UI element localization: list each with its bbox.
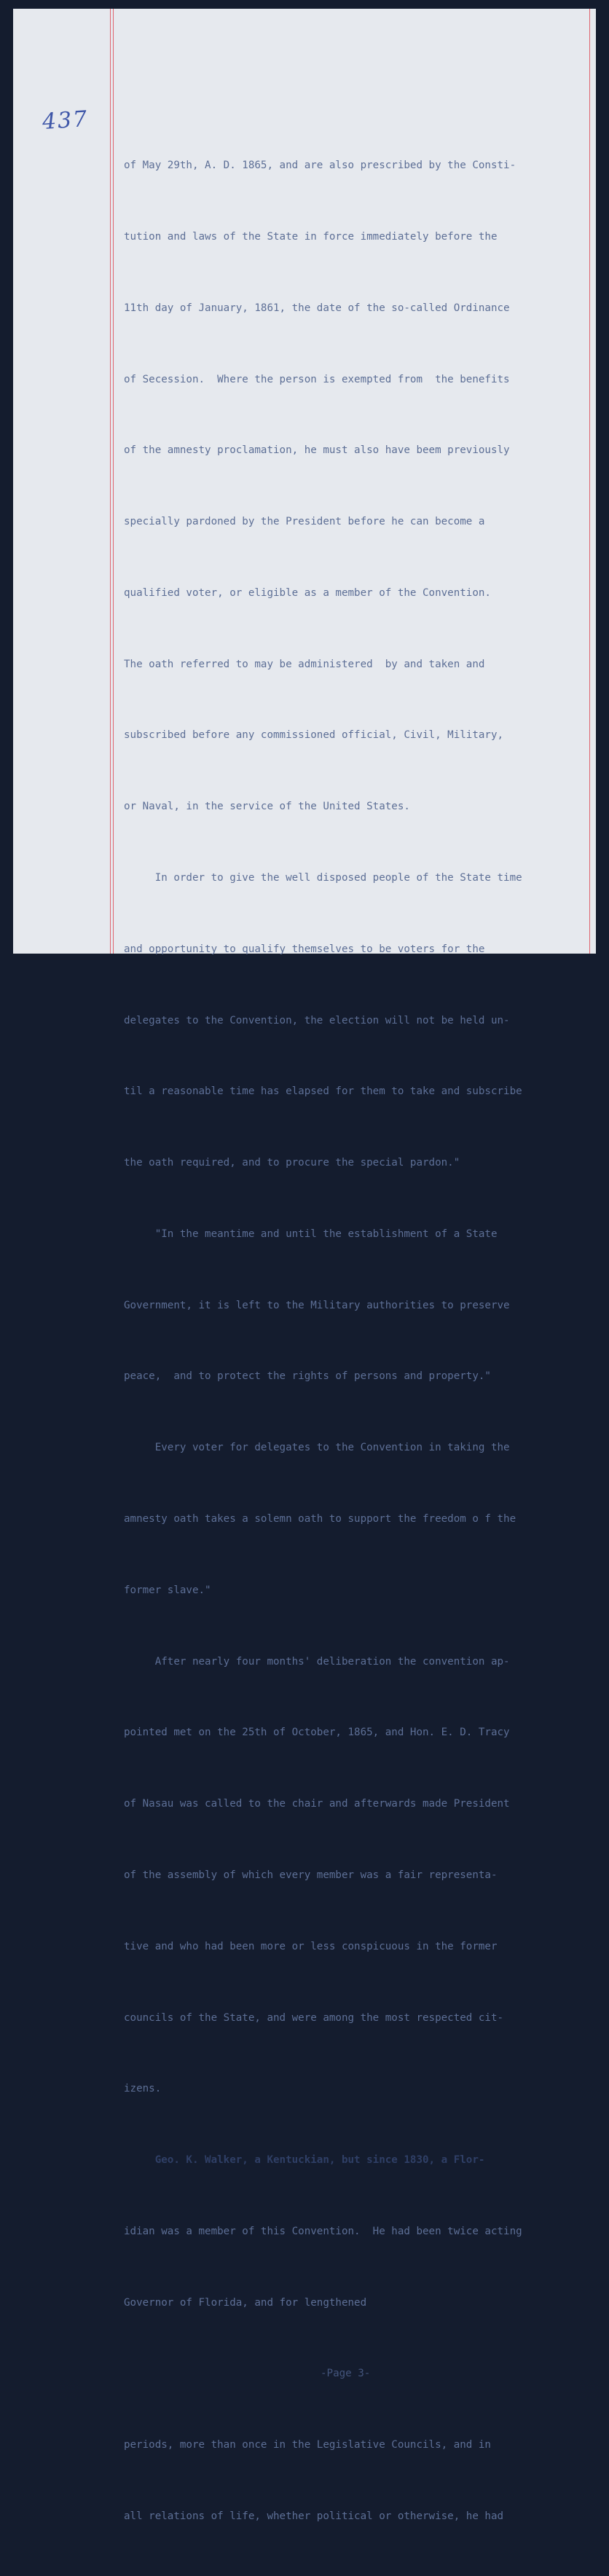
text-line: Every voter for delegates to the Convention in taking the [124,1442,510,1454]
text-line: subscribed before any commissioned official, Civil, Military, [124,729,504,742]
text-line: idian was a member of this Convention. He had been twice acting [124,2225,522,2237]
text-line: and opportunity to qualify themselves to be voters for the [124,943,485,955]
text-line: peace, and to protect the rights of persons and property." [124,1370,491,1383]
text-line: tive and who had been more or less conspicuous in the former [124,1940,498,1952]
text-line: delegates to the Convention, the election will not be held un- [124,1014,510,1026]
typed-text [124,106,602,2576]
page-number-label: -Page 3- [321,2368,371,2380]
text-line: of Secession. Where the person is exempted from the benefits [124,373,510,385]
margin-rule-left [110,9,111,954]
text-line: 11th day of January, 1861, the date of the so-called Ordinance [124,302,510,314]
text-line: "In the meantime and until the establishment of a State [124,1228,498,1240]
text-line: The oath referred to may be administered by and taken and [124,658,485,670]
text-line: Governor of Florida, and for lengthened [124,2296,367,2309]
text-line: the oath required, and to procure the special pardon." [124,1157,460,1169]
document-page [13,9,596,2522]
folio-number: 437 [41,106,90,136]
text-line: tution and laws of the State in force immediately before the [124,230,498,243]
text-line: of May 29th, A. D. 1865, and are also prescribed by the Consti- [124,160,516,172]
text-line: specially pardoned by the President before he can become a [124,516,485,528]
text-line: til a reasonable time has elapsed for them to take and subscribe [124,1085,522,1098]
text-line: of the amnesty proclamation, he must also have beem previously [124,444,510,457]
text-line: amnesty oath takes a solemn oath to support the freedom o f the [124,1513,516,1525]
text-line: of Nasau was called to the chair and afterwards made President [124,1798,510,1810]
text-line: pointed met on the 25th of October, 1865, and Hon. E. D. Tracy [124,1727,510,1739]
text-line: periods, more than once in the Legislative Councils, and in [124,2439,491,2451]
margin-rule-left-inner [113,9,114,954]
text-line: of the assembly of which every member was a fair representa- [124,1869,498,1881]
text-line: or Naval, in the service of the United States. [124,801,410,813]
text-line: Geo. K. Walker, a Kentuckian, but since 1830, a Flor- [124,2154,485,2167]
text-line: councils of the State, and were among the most respected cit- [124,2011,504,2024]
text-line: izens. [124,2083,162,2095]
text-line: After nearly four months' deliberation the convention ap- [124,1655,510,1668]
text-line: Government, it is left to the Military authorities to preserve [124,1299,510,1311]
text-line: former slave." [124,1584,211,1596]
text-line: qualified voter, or eligible as a member of the Convention. [124,586,491,599]
text-line: In order to give the well disposed people of the State time [124,872,522,884]
text-line: all relations of life, whether political or otherwise, he had [124,2510,504,2522]
